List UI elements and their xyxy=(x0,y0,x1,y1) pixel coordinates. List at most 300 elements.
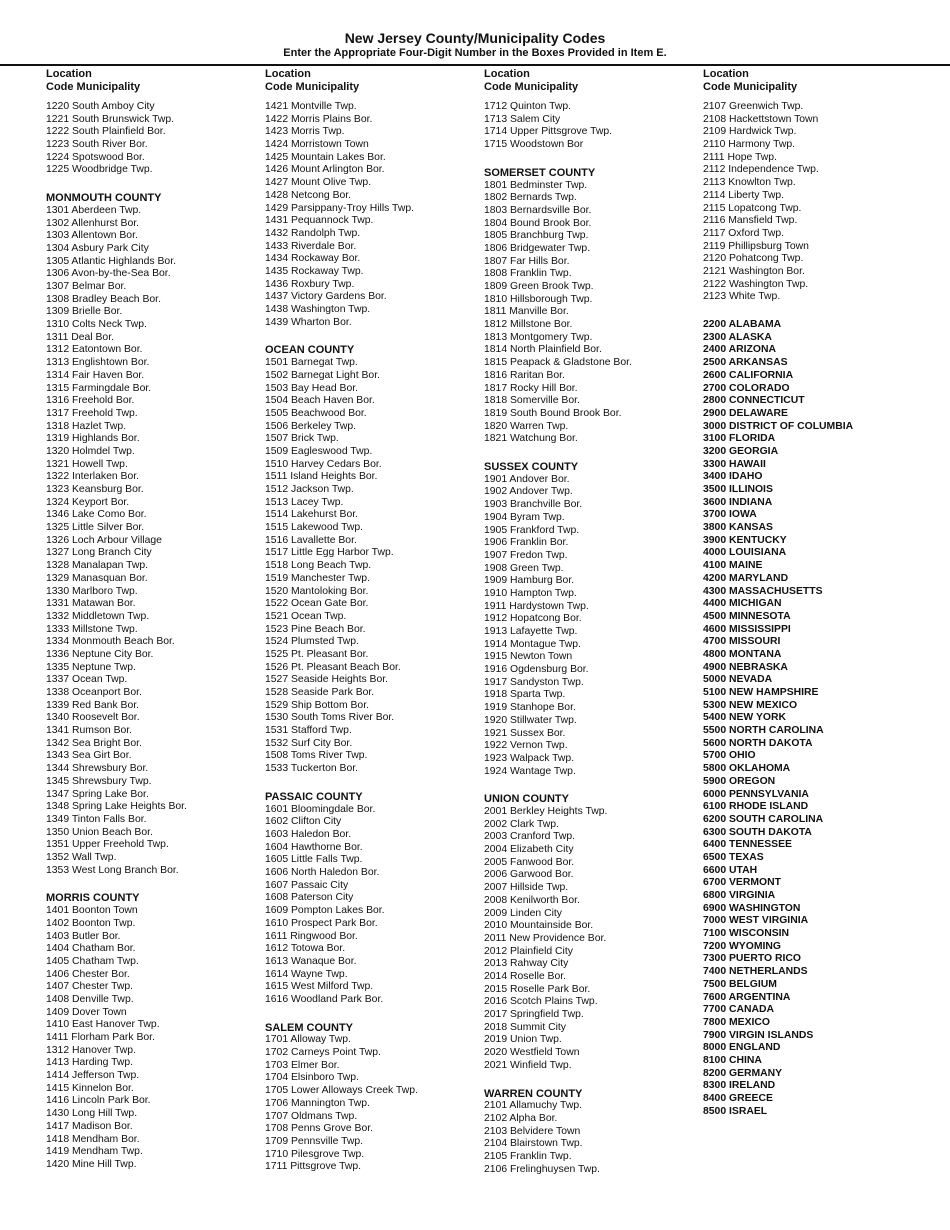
code-entry: 1353 West Long Branch Bor. xyxy=(46,864,179,876)
column-heading xyxy=(484,68,699,94)
column-heading-line2: Code Municipality xyxy=(265,81,360,93)
code-entry: 2020 Westfield Town xyxy=(484,1047,580,1059)
code-entry: 2009 Linden City xyxy=(484,907,562,919)
code-entry: 1614 Wayne Twp. xyxy=(265,968,348,980)
county-section xyxy=(484,167,699,446)
code-entry: 3600 INDIANA xyxy=(703,496,773,508)
code-entry: 1516 Lavallette Bor. xyxy=(265,534,357,546)
code-entry: 6900 WASHINGTON xyxy=(703,902,801,914)
county-heading: SOMERSET COUNTY xyxy=(484,166,596,179)
code-entry: 1819 South Bound Brook Bor. xyxy=(484,407,622,419)
code-entry: 1337 Ocean Twp. xyxy=(46,674,128,686)
code-entry: 5000 NEVADA xyxy=(703,674,773,686)
county-heading: PASSAIC COUNTY xyxy=(265,790,363,803)
code-entry: 1314 Fair Haven Bor. xyxy=(46,369,145,381)
code-entry: 2800 CONNECTICUT xyxy=(703,395,805,407)
code-entry: 2001 Berkley Heights Twp. xyxy=(484,806,608,818)
code-entry: 1313 Englishtown Bor. xyxy=(46,357,150,369)
code-entry: 7200 WYOMING xyxy=(703,940,781,952)
code-entry: 4700 MISSOURI xyxy=(703,636,781,648)
code-entry: 1906 Franklin Bor. xyxy=(484,537,569,549)
code-entry: 2900 DELAWARE xyxy=(703,407,788,419)
code-entry: 1424 Morristown Town xyxy=(265,139,369,151)
code-entry: 1344 Shrewsbury Bor. xyxy=(46,763,149,775)
code-entry: 2400 ARIZONA xyxy=(703,344,776,356)
code-entry: 1607 Passaic City xyxy=(265,879,349,891)
code-entry: 1913 Lafayette Twp. xyxy=(484,626,578,637)
code-entry: 1711 Pittsgrove Twp. xyxy=(265,1161,362,1173)
code-entry: 1915 Newton Town xyxy=(484,651,573,663)
code-entry: 2116 Mansfield Twp. xyxy=(703,215,798,227)
code-entry: 7100 WISCONSIN xyxy=(703,928,790,940)
county-section xyxy=(46,192,261,877)
column-blocks xyxy=(703,101,918,1118)
code-entry: 1518 Long Beach Twp. xyxy=(265,560,372,572)
code-entry: 1327 Long Branch City xyxy=(46,547,152,559)
code-entry: 1343 Sea Girt Bor. xyxy=(46,750,132,762)
code-entry: 6100 RHODE ISLAND xyxy=(703,801,809,813)
code-entry: 2102 Alpha Bor. xyxy=(484,1112,558,1124)
code-entry: 1712 Quinton Twp. xyxy=(484,101,572,112)
code-entry: 1303 Allentown Bor. xyxy=(46,230,138,242)
column-heading xyxy=(265,68,480,94)
county-heading: SALEM COUNTY xyxy=(265,1021,353,1034)
code-entry: 1347 Spring Lake Bor. xyxy=(46,788,149,800)
code-entry: 1805 Branchburg Twp. xyxy=(484,230,589,242)
code-entry: 1520 Mantoloking Bor. xyxy=(265,585,369,597)
code-entry: 1612 Totowa Bor. xyxy=(265,943,346,955)
code-entry: 1306 Avon-by-the-Sea Bor. xyxy=(46,268,171,280)
code-entry: 2016 Scotch Plains Twp. xyxy=(484,996,598,1008)
code-entry: 2122 Washington Twp. xyxy=(703,278,809,290)
code-entry: 2600 CALIFORNIA xyxy=(703,369,794,381)
code-entry: 8500 ISRAEL xyxy=(703,1105,768,1117)
code-entry: 1916 Ogdensburg Bor. xyxy=(484,664,589,676)
code-entry: 2113 Knowlton Twp. xyxy=(703,177,796,189)
code-entry: 2104 Blairstown Twp. xyxy=(484,1138,583,1150)
code-entry: 1701 Alloway Twp. xyxy=(265,1034,351,1046)
county-heading: MORRIS COUNTY xyxy=(46,892,140,905)
code-entry: 8200 GERMANY xyxy=(703,1067,783,1079)
code-entry: 1910 Hampton Twp. xyxy=(484,587,577,599)
code-entry: 1409 Dover Town xyxy=(46,1006,127,1018)
code-entry: 1608 Paterson City xyxy=(265,892,354,904)
code-entry: 1425 Mountain Lakes Bor. xyxy=(265,151,386,163)
code-entry: 1611 Ringwood Bor. xyxy=(265,930,358,942)
code-entry: 2006 Garwood Bor. xyxy=(484,869,574,881)
code-entry: 2119 Phillipsburg Town xyxy=(703,240,809,252)
code-entry: 1402 Boonton Twp. xyxy=(46,917,136,929)
code-entry: 1917 Sandyston Twp. xyxy=(484,676,584,688)
code-entry: 1517 Little Egg Harbor Twp. xyxy=(265,547,394,559)
code-entry: 3900 KENTUCKY xyxy=(703,534,787,546)
code-entry: 1304 Asbury Park City xyxy=(46,242,149,254)
code-entry: 1802 Bernards Twp. xyxy=(484,192,577,204)
code-entry: 1311 Deal Bor. xyxy=(46,331,114,343)
code-entry: 2019 Union Twp. xyxy=(484,1034,562,1046)
code-entry: 1606 North Haledon Bor. xyxy=(265,867,380,879)
code-entry: 1426 Mount Arlington Bor. xyxy=(265,164,385,176)
page-subtitle: Enter the Appropriate Four-Digit Number in the Boxes Provided in Item E. xyxy=(283,47,667,59)
code-entry: 1328 Manalapan Twp. xyxy=(46,560,149,572)
county-section xyxy=(265,791,480,1007)
code-entry: 6400 TENNESSEE xyxy=(703,839,792,851)
code-entry: 1507 Brick Twp. xyxy=(265,433,339,445)
code-entry: 8100 CHINA xyxy=(703,1054,762,1066)
code-entry: 1439 Wharton Bor. xyxy=(265,316,352,328)
code-entry: 2109 Hardwick Twp. xyxy=(703,126,797,138)
column-heading xyxy=(703,68,918,94)
code-entry: 1508 Toms River Twp. xyxy=(265,750,368,762)
code-entry: 1601 Bloomingdale Bor. xyxy=(265,803,376,815)
code-entry: 2014 Roselle Bor. xyxy=(484,970,567,982)
code-entry: 1809 Green Brook Twp. xyxy=(484,281,594,293)
code-entry: 1810 Hillsborough Twp. xyxy=(484,293,593,305)
code-entry: 6000 PENNSYLVANIA xyxy=(703,788,809,800)
code-entry: 2015 Roselle Park Bor. xyxy=(484,983,591,995)
code-entry: 1427 Mount Olive Twp. xyxy=(265,177,372,189)
code-entry: 1710 Pilesgrove Twp. xyxy=(265,1148,365,1160)
code-entry: 1310 Colts Neck Twp. xyxy=(46,319,147,331)
code-entry: 1403 Butler Bor. xyxy=(46,930,121,942)
code-list-section xyxy=(46,101,261,177)
code-entry: 4400 MICHIGAN xyxy=(703,598,782,610)
code-entry: 1224 Spotswood Bor. xyxy=(46,151,145,163)
code-entry: 1817 Rocky Hill Bor. xyxy=(484,382,578,394)
code-entry: 2110 Harmony Twp. xyxy=(703,139,796,151)
column-heading-line1: Location xyxy=(484,68,530,80)
code-list-section xyxy=(703,101,918,304)
code-entry: 1419 Mendham Twp. xyxy=(46,1146,143,1158)
code-entry: 1351 Upper Freehold Twp. xyxy=(46,839,169,851)
code-entry: 3100 FLORIDA xyxy=(703,433,776,445)
code-entry: 6800 VIRGINIA xyxy=(703,890,776,902)
code-entry: 2108 Hackettstown Town xyxy=(703,113,819,125)
county-heading: SUSSEX COUNTY xyxy=(484,461,579,474)
code-entry: 1223 South River Bor. xyxy=(46,139,148,151)
code-entry: 1908 Green Twp. xyxy=(484,562,564,574)
code-entry: 1515 Lakewood Twp. xyxy=(265,522,364,534)
code-entry: 1602 Clifton City xyxy=(265,816,342,828)
code-entry: 1315 Farmingdale Bor. xyxy=(46,382,152,394)
code-entry: 1521 Ocean Twp. xyxy=(265,610,347,622)
code-entry: 1339 Red Bank Bor. xyxy=(46,699,140,711)
code-entry: 1522 Ocean Gate Bor. xyxy=(265,598,369,610)
code-entry: 1305 Atlantic Highlands Bor. xyxy=(46,255,176,267)
code-entry: 4200 MARYLAND xyxy=(703,572,789,584)
code-entry: 1349 Tinton Falls Bor. xyxy=(46,813,147,825)
code-entry: 1410 East Hanover Twp. xyxy=(46,1019,160,1031)
code-entry: 3200 GEORGIA xyxy=(703,445,779,457)
code-entry: 1816 Raritan Bor. xyxy=(484,369,565,381)
code-entry: 1417 Madison Bor. xyxy=(46,1120,133,1132)
code-entry: 4900 NEBRASKA xyxy=(703,661,788,673)
code-entry: 1333 Millstone Twp. xyxy=(46,623,138,635)
county-section xyxy=(484,1088,699,1177)
code-entry: 1506 Berkeley Twp. xyxy=(265,420,357,432)
code-entry: 1225 Woodbridge Twp. xyxy=(46,164,153,176)
code-entry: 5500 NORTH CAROLINA xyxy=(703,725,824,737)
code-entry: 1350 Union Beach Bor. xyxy=(46,826,153,838)
code-entry: 1406 Chester Bor. xyxy=(46,968,130,980)
code-entry: 1530 South Toms River Bor. xyxy=(265,712,395,724)
code-entry: 1438 Washington Twp. xyxy=(265,304,371,315)
code-entry: 3000 DISTRICT OF COLUMBIA xyxy=(703,420,854,432)
code-entry: 1609 Pompton Lakes Bor. xyxy=(265,905,385,917)
code-entry: 7500 BELGIUM xyxy=(703,978,777,990)
column-blocks xyxy=(46,101,261,1172)
county-heading: MONMOUTH COUNTY xyxy=(46,192,162,205)
code-entry: 3400 IDAHO xyxy=(703,471,763,483)
code-entry: 1703 Elmer Bor. xyxy=(265,1059,340,1071)
code-entry: 1524 Plumsted Twp. xyxy=(265,636,359,648)
code-entry: 1346 Lake Como Bor. xyxy=(46,509,147,521)
code-entry: 1904 Byram Twp. xyxy=(484,511,565,523)
code-entry: 7800 MEXICO xyxy=(703,1016,770,1028)
code-entry: 1321 Howell Twp. xyxy=(46,458,128,470)
code-entry: 4100 MAINE xyxy=(703,560,763,572)
code-entry: 1340 Roosevelt Bor. xyxy=(46,712,140,724)
code-entry: 7000 WEST VIRGINIA xyxy=(703,915,809,927)
code-entry: 1220 South Amboy City xyxy=(46,101,155,112)
code-entry: 1422 Morris Plains Bor. xyxy=(265,113,373,125)
code-entry: 2121 Washington Bor. xyxy=(703,265,805,277)
code-list-section xyxy=(484,101,699,152)
code-entry: 3500 ILLINOIS xyxy=(703,484,773,496)
code-entry: 1605 Little Falls Twp. xyxy=(265,854,363,866)
code-entry: 1818 Somerville Bor. xyxy=(484,395,580,407)
code-entry: 5300 NEW MEXICO xyxy=(703,699,798,711)
code-entry: 2120 Pohatcong Twp. xyxy=(703,253,804,265)
code-entry: 1603 Haledon Bor. xyxy=(265,829,352,840)
code-entry: 1511 Island Heights Bor. xyxy=(265,471,378,483)
code-entry: 8300 IRELAND xyxy=(703,1080,776,1092)
code-entry: 2700 COLORADO xyxy=(703,382,790,394)
code-entry: 1921 Sussex Bor. xyxy=(484,727,566,739)
code-entry: 2005 Fanwood Bor. xyxy=(484,856,575,868)
code-entry: 1432 Randolph Twp. xyxy=(265,227,361,239)
code-entry: 1420 Mine Hill Twp. xyxy=(46,1158,137,1170)
county-section xyxy=(265,344,480,775)
code-entry: 1429 Parsippany-Troy Hills Twp. xyxy=(265,202,414,214)
code-entry: 6500 TEXAS xyxy=(703,851,764,863)
code-entry: 6600 UTAH xyxy=(703,864,758,876)
code-entry: 1813 Montgomery Twp. xyxy=(484,331,593,343)
code-entry: 1221 South Brunswick Twp. xyxy=(46,113,175,125)
code-entry: 2013 Rahway City xyxy=(484,958,569,970)
code-entry: 1338 Oceanport Bor. xyxy=(46,687,142,699)
code-entry: 8400 GREECE xyxy=(703,1093,773,1105)
code-entry: 1411 Florham Park Bor. xyxy=(46,1032,155,1043)
code-entry: 1707 Oldmans Twp. xyxy=(265,1110,358,1122)
code-entry: 1808 Franklin Twp. xyxy=(484,268,572,280)
code-entry: 1326 Loch Arbour Village xyxy=(46,534,162,546)
code-entry: 1502 Barnegat Light Bor. xyxy=(265,369,380,381)
code-entry: 1907 Fredon Twp. xyxy=(484,549,568,561)
code-entry: 2117 Oxford Twp. xyxy=(703,227,785,239)
code-entry: 1316 Freehold Bor. xyxy=(46,395,135,407)
code-entry: 1525 Pt. Pleasant Bor. xyxy=(265,648,369,660)
code-entry: 1342 Sea Bright Bor. xyxy=(46,737,142,749)
county-heading: UNION COUNTY xyxy=(484,793,569,806)
code-entry: 1704 Elsinboro Twp. xyxy=(265,1072,359,1084)
code-entry: 2200 ALABAMA xyxy=(703,319,782,331)
column-heading-line2: Code Municipality xyxy=(46,81,141,93)
code-entry: 1709 Pennsville Twp. xyxy=(265,1135,364,1147)
code-entry: 1436 Roxbury Twp. xyxy=(265,278,355,290)
code-entry: 1510 Harvey Cedars Bor. xyxy=(265,458,382,470)
code-entry: 2105 Franklin Twp. xyxy=(484,1151,572,1162)
code-entry: 1509 Eagleswood Twp. xyxy=(265,445,373,457)
code-entry: 1526 Pt. Pleasant Beach Bor. xyxy=(265,661,401,673)
code-entry: 7700 CANADA xyxy=(703,1004,775,1016)
code-entry: 2007 Hillside Twp. xyxy=(484,882,569,894)
code-entry: 5100 NEW HAMPSHIRE xyxy=(703,687,819,699)
code-entry: 1308 Bradley Beach Bor. xyxy=(46,293,161,305)
county-heading: WARREN COUNTY xyxy=(484,1087,583,1100)
code-entry: 1505 Beachwood Bor. xyxy=(265,407,367,419)
county-section xyxy=(265,1022,480,1174)
code-entry: 2011 New Providence Bor. xyxy=(484,932,607,944)
code-entry: 1433 Riverdale Bor. xyxy=(265,240,357,252)
code-entry: 1414 Jefferson Twp. xyxy=(46,1070,140,1082)
code-entry: 1312 Hanover Twp. xyxy=(46,1044,136,1056)
code-entry: 1415 Kinnelon Bor. xyxy=(46,1082,134,1094)
code-entry: 2003 Cranford Twp. xyxy=(484,831,576,843)
code-entry: 2114 Liberty Twp. xyxy=(703,189,785,201)
column-heading xyxy=(46,68,261,94)
code-entry: 1532 Surf City Bor. xyxy=(265,737,353,749)
column-heading-line1: Location xyxy=(46,68,92,80)
code-entry: 1428 Netcong Bor. xyxy=(265,189,352,201)
code-entry: 4800 MONTANA xyxy=(703,648,782,660)
code-entry: 2123 White Twp. xyxy=(703,291,781,303)
column-heading-line1: Location xyxy=(703,68,749,80)
code-entry: 1807 Far Hills Bor. xyxy=(484,255,570,267)
code-entry: 2300 ALASKA xyxy=(703,331,772,343)
code-entry: 1325 Little Silver Bor. xyxy=(46,522,145,534)
code-list-section xyxy=(265,101,480,329)
code-entry: 1418 Mendham Bor. xyxy=(46,1133,140,1145)
code-entry: 1529 Ship Bottom Bor. xyxy=(265,699,369,711)
code-entry: 5600 NORTH DAKOTA xyxy=(703,737,813,749)
code-entry: 1918 Sparta Twp. xyxy=(484,689,566,701)
code-entry: 1533 Tuckerton Bor. xyxy=(265,763,358,775)
code-entry: 1616 Woodland Park Bor. xyxy=(265,993,384,1005)
code-entry: 1706 Mannington Twp. xyxy=(265,1097,370,1109)
code-entry: 4500 MINNESOTA xyxy=(703,610,791,622)
code-entry: 1901 Andover Bor. xyxy=(484,473,570,485)
code-entry: 1514 Lakehurst Bor. xyxy=(265,509,359,521)
code-entry: 1430 Long Hill Twp. xyxy=(46,1108,138,1120)
header-rule xyxy=(0,64,950,66)
code-entry: 1322 Interlaken Bor. xyxy=(46,471,140,483)
code-entry: 1504 Beach Haven Bor. xyxy=(265,395,375,407)
code-entry: 3700 IOWA xyxy=(703,509,757,521)
code-entry: 1335 Neptune Twp. xyxy=(46,661,136,673)
code-entry: 1610 Prospect Park Bor. xyxy=(265,917,378,929)
code-entry: 1914 Montague Twp. xyxy=(484,638,581,650)
code-entry: 5700 OHIO xyxy=(703,750,756,762)
code-entry: 1336 Neptune City Bor. xyxy=(46,648,154,660)
code-entry: 1902 Andover Twp. xyxy=(484,486,573,498)
code-entry: 1421 Montville Twp. xyxy=(265,101,357,112)
code-entry: 1923 Walpack Twp. xyxy=(484,752,575,764)
county-section xyxy=(484,793,699,1072)
code-entry: 1503 Bay Head Bor. xyxy=(265,382,359,394)
code-entry: 2010 Mountainside Bor. xyxy=(484,920,594,932)
code-entry: 1431 Pequannock Twp. xyxy=(265,215,374,227)
code-entry: 1924 Wantage Twp. xyxy=(484,765,576,777)
county-heading: OCEAN COUNTY xyxy=(265,344,355,357)
code-entry: 1413 Harding Twp. xyxy=(46,1057,134,1069)
code-entry: 1408 Denville Twp. xyxy=(46,993,134,1005)
code-entry: 1435 Rockaway Twp. xyxy=(265,265,364,277)
code-entry: 1317 Freehold Twp. xyxy=(46,407,138,419)
code-entry: 1702 Carneys Point Twp. xyxy=(265,1047,381,1059)
code-entry: 1513 Lacey Twp. xyxy=(265,496,344,508)
code-entry: 1708 Penns Grove Bor. xyxy=(265,1123,374,1135)
code-entry: 1919 Stanhope Bor. xyxy=(484,702,576,714)
code-entry: 1319 Highlands Bor. xyxy=(46,433,140,445)
code-entry: 2106 Frelinghuysen Twp. xyxy=(484,1163,600,1175)
code-entry: 1501 Barnegat Twp. xyxy=(265,357,358,369)
code-entry: 6700 VERMONT xyxy=(703,877,781,889)
code-entry: 1531 Stafford Twp. xyxy=(265,725,352,737)
code-entry: 2017 Springfield Twp. xyxy=(484,1009,584,1021)
code-entry: 1811 Manville Bor. xyxy=(484,306,569,318)
code-entry: 8000 ENGLAND xyxy=(703,1042,781,1054)
code-entry: 1423 Morris Twp. xyxy=(265,126,345,138)
code-entry: 1613 Wanaque Bor. xyxy=(265,955,357,967)
column-blocks xyxy=(484,101,699,1176)
code-entry: 7400 NETHERLANDS xyxy=(703,966,808,978)
code-entry: 1527 Seaside Heights Bor. xyxy=(265,674,389,686)
code-entry: 6200 SOUTH CAROLINA xyxy=(703,813,824,825)
code-entry: 1309 Brielle Bor. xyxy=(46,306,123,318)
code-entry: 1905 Frankford Twp. xyxy=(484,524,580,536)
column-heading-line2: Code Municipality xyxy=(703,81,798,93)
code-entry: 1348 Spring Lake Heights Bor. xyxy=(46,801,187,813)
code-entry: 4000 LOUISIANA xyxy=(703,547,787,559)
code-entry: 2111 Hope Twp. xyxy=(703,151,777,163)
code-entry: 1334 Monmouth Beach Bor. xyxy=(46,636,175,648)
code-entry: 1812 Millstone Bor. xyxy=(484,319,573,331)
code-entry: 1341 Rumson Bor. xyxy=(46,725,133,737)
code-entry: 1329 Manasquan Bor. xyxy=(46,572,148,584)
county-section xyxy=(484,461,699,778)
code-entry: 1714 Upper Pittsgrove Twp. xyxy=(484,126,613,138)
code-entry: 1405 Chatham Twp. xyxy=(46,955,139,967)
code-entry: 1519 Manchester Twp. xyxy=(265,572,370,584)
code-entry: 7300 PUERTO RICO xyxy=(703,953,801,965)
code-entry: 3300 HAWAII xyxy=(703,458,766,470)
code-entry: 1604 Hawthorne Bor. xyxy=(265,841,363,853)
code-entry: 1401 Boonton Town xyxy=(46,905,138,917)
code-entry: 1903 Branchville Bor. xyxy=(484,499,583,511)
code-entry: 1301 Aberdeen Twp. xyxy=(46,204,142,216)
code-entry: 2004 Elizabeth City xyxy=(484,844,574,856)
code-entry: 1715 Woodstown Bor xyxy=(484,139,584,151)
code-entry: 7900 VIRGIN ISLANDS xyxy=(703,1029,814,1041)
code-entry: 1912 Hopatcong Bor. xyxy=(484,613,582,625)
code-entry: 2018 Summit City xyxy=(484,1021,566,1033)
code-entry: 1331 Matawan Bor. xyxy=(46,598,136,610)
code-entry: 1713 Salem City xyxy=(484,113,561,125)
code-entry: 1523 Pine Beach Bor. xyxy=(265,623,366,635)
code-entry: 2112 Independence Twp. xyxy=(703,164,819,176)
column-blocks xyxy=(265,101,480,1174)
